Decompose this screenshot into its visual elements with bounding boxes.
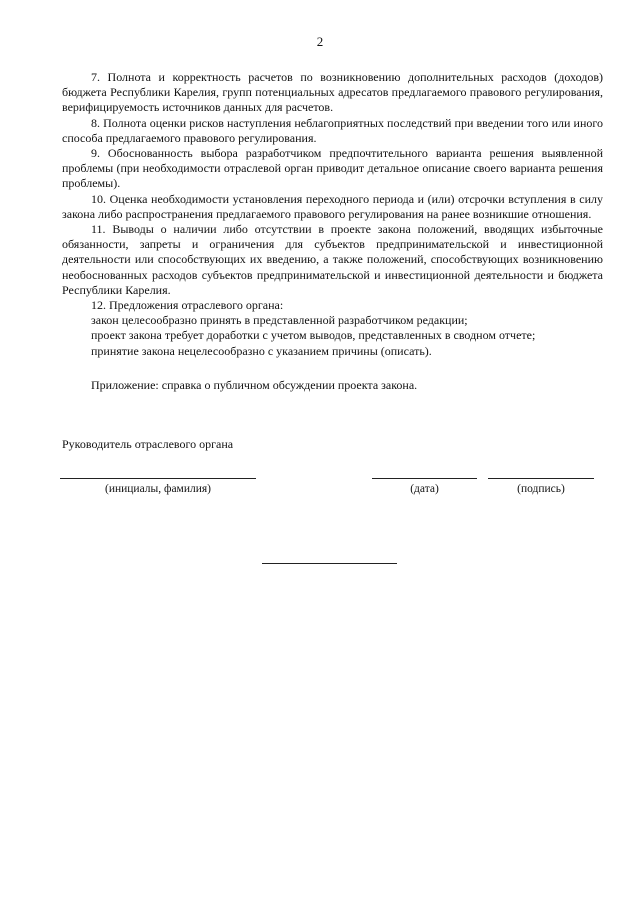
signature-line bbox=[488, 478, 594, 479]
paragraph-10: 10. Оценка необходимости установления переходного периода и (или) отсрочки вступления в силу закона либо распространения предлагаемого правового регулирования на ранее возникшие отношения. bbox=[62, 191, 603, 221]
paragraph-7: 7. Полнота и корректность расчетов по возникновению дополнительных расходов (доходов) бюджета Республики Карелия, групп потенциальных адресатов предлагаемого правового регулирования, верифицируемость источников данных для расчетов. bbox=[62, 70, 603, 115]
head-of-agency-title: Руководитель отраслевого органа bbox=[62, 437, 234, 451]
proposal-item: закон целесообразно принять в представленной разработчиком редакции; bbox=[91, 313, 468, 328]
paragraph-12: 12. Предложения отраслевого органа: bbox=[91, 298, 284, 313]
paragraph-11: 11. Выводы о наличии либо отсутствии в проекте закона положений, вводящих избыточные обязанности, запреты и ограничения для субъектов предпринимательской и инвестиционной деятельности или способствующих их введению, а также положений, способствующих возникновению необоснованных расходов субъектов предпринимательской и инвестиционной деятельности и бюджета Республики Карелия. bbox=[62, 222, 603, 297]
date-line bbox=[372, 478, 477, 479]
paragraph-8: 8. Полнота оценки рисков наступления неблагоприятных последствий при введении того или иного способа предлагаемого правового регулирования. bbox=[62, 115, 603, 145]
date-label: (дата) bbox=[410, 483, 439, 495]
document-body bbox=[62, 70, 603, 359]
page-number: 2 bbox=[316, 34, 324, 49]
proposal-item: принятие закона нецелесообразно с указанием причины (описать). bbox=[91, 343, 432, 358]
appendix-note: Приложение: справка о публичном обсуждении проекта закона. bbox=[91, 378, 418, 392]
signature-label: (подпись) bbox=[517, 483, 565, 495]
end-of-document-line bbox=[262, 563, 397, 564]
paragraph-9: 9. Обоснованность выбора разработчиком предпочтительного варианта решения выявленной проблемы (при необходимости отраслевой орган приводит детальное описание своего варианта решения проблемы). bbox=[62, 146, 603, 191]
initials-line bbox=[60, 478, 256, 479]
initials-label: (инициалы, фамилия) bbox=[104, 483, 212, 495]
proposal-item: проект закона требует доработки с учетом выводов, представленных в сводном отчете; bbox=[91, 328, 536, 343]
